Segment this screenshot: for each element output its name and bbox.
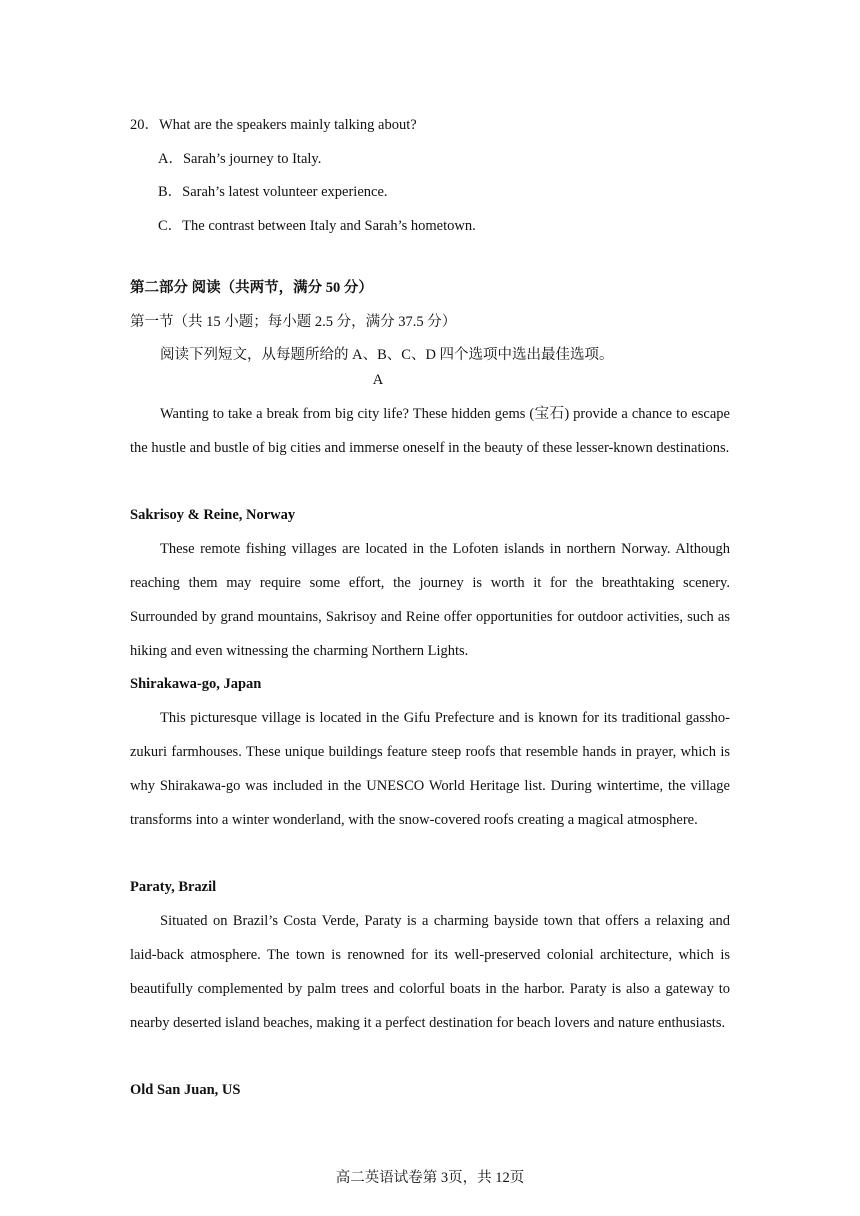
section-text-brazil: Situated on Brazil’s Costa Verde, Paraty is a charming bayside town that offers a relaxing and laid-back atmosphere. The town is renowned for its well-preserved colonial architecture, which is beautifully complemented by palm trees and colorful boats in the harbor. Paraty is also a gateway to nearby deserted island beaches, making it a perfect destination for beach lovers and nature enthusiasts. [130,913,730,1031]
section-heading-brazil: Paraty, Brazil [130,879,217,895]
section-text-japan: This picturesque village is located in the Gifu Prefecture and is known for its traditional gassho-zukuri farmhouses. These unique buildings feature steep roofs that resemble hands in prayer, which is why Shirakawa-go was included in the UNESCO World Heritage list. During wintertime, the village transforms into a winter wonderland, with the snow-covered roofs creating a magical atmosphere. [130,710,730,828]
part-title: 第二部分 阅读（共两节，满分 50 分） [130,280,373,296]
instruction: 阅读下列短文，从每题所给的 A、B、C、D 四个选项中选出最佳选项。 [160,347,614,363]
section-heading-san-juan: Old San Juan, US [130,1082,241,1098]
option-c: C．The contrast between Italy and Sarah’s hometown. [158,218,476,234]
passage-letter: A [372,372,384,388]
page-footer: 高二英语试卷第 3页，共 12页 [335,1170,525,1186]
passage-intro: Wanting to take a break from big city life? These hidden gems (宝石) provide a chance to escape the hustle and bustle of big cities and immerse oneself in the beauty of these lesser-known destinations. [130,406,730,456]
section-heading-norway: Sakrisoy & Reine, Norway [130,507,296,523]
section-title: 第一节（共 15 小题；每小题 2.5 分，满分 37.5 分） [130,314,457,330]
question-stem: 20．What are the speakers mainly talking about? [130,117,417,133]
option-b: B．Sarah’s latest volunteer experience. [158,184,388,200]
option-a: A．Sarah’s journey to Italy. [158,151,322,167]
section-text-norway: These remote fishing villages are located in the Lofoten islands in northern Norway. Although reaching them may require some effort, the journey is worth it for the breathtaking scenery. Surrounded by grand mountains, Sakrisoy and Reine offer opportunities for outdoor activities, such as hiking and even witnessing the charming Northern Lights. [130,541,730,659]
section-heading-japan: Shirakawa-go, Japan [130,676,262,692]
